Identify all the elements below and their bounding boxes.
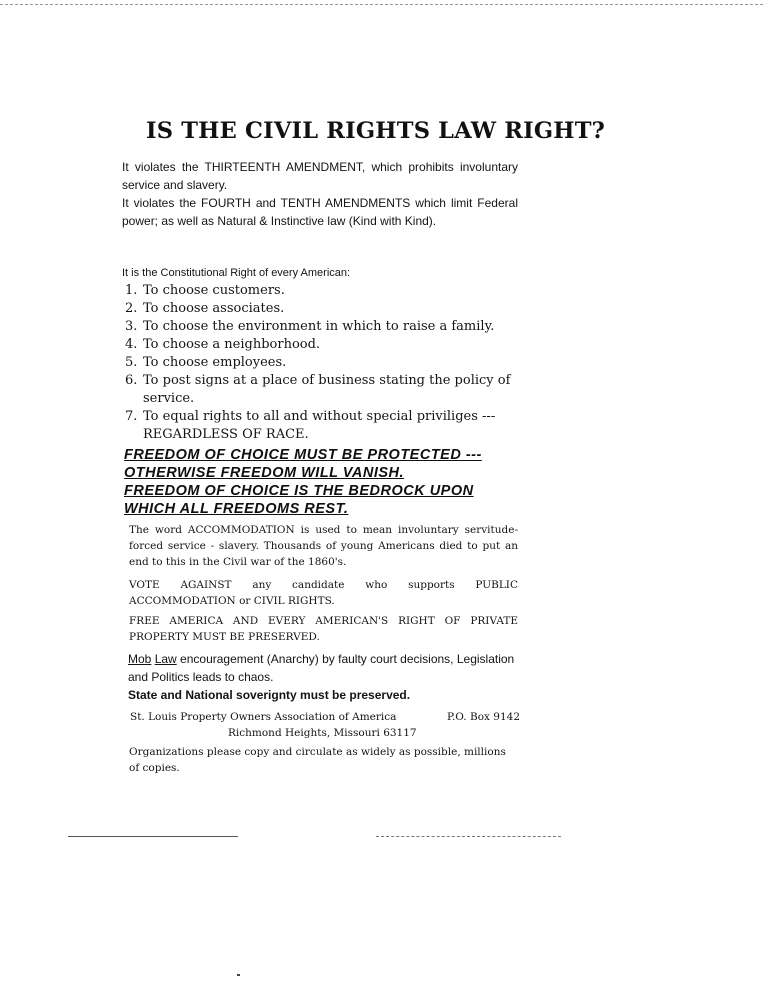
po-box: P.O. Box 9142 [447,711,520,723]
scan-speck [237,974,240,976]
closing-note: Organizations please copy and circulate as widely as possible, millions of copies. [129,746,506,774]
list-number: 1. [125,283,138,298]
list-text: To equal rights to all and without special priviliges --- REGARDLESS OF RACE. [143,409,496,442]
law-word: Law [154,652,177,666]
slogan-line: WHICH ALL FREEDOMS REST. [124,501,349,517]
vote-against-paragraph: VOTE AGAINST any candidate who supports PUBLIC ACCOMMODATION or CIVIL RIGHTS. [129,579,518,607]
rights-list [125,282,521,444]
slogan-line: FREEDOM OF CHOICE MUST BE PROTECTED --- [124,447,482,463]
scan-edge-line [0,4,763,5]
list-item [125,282,521,300]
list-item [125,372,521,408]
signature-block [130,709,520,741]
list-number: 5. [125,355,138,370]
list-item [125,336,521,354]
bottom-rule-left [68,836,238,837]
mob-law-paragraph [128,650,520,704]
list-item [125,318,521,336]
sovereignty-statement: State and National soverignty must be preserved. [128,688,411,702]
bottom-rule-right [376,836,561,837]
intro-fourth-tenth: It violates the FOURTH and TENTH AMENDMENTS which limit Federal power; as well as Natural & Instinctive law (Kind with Kind). [122,196,518,228]
list-text: To choose a neighborhood. [143,337,321,352]
organization-name: St. Louis Property Owners Association of America [130,711,397,723]
list-number: 3. [125,319,138,334]
mob-word: Mob [128,652,152,666]
signature-row [130,709,520,725]
list-text: To choose associates. [143,301,285,316]
list-text: To post signs at a place of business stating the policy of service. [143,373,511,406]
list-text: To choose the environment in which to raise a family. [143,319,495,334]
list-number: 4. [125,337,138,352]
intro-thirteenth: It violates the THIRTEENTH AMENDMENT, which prohibits involuntary service and slavery. [122,160,518,192]
list-item [125,408,521,444]
list-item [125,354,521,372]
list-item [125,300,521,318]
freedom-slogan [124,446,524,518]
accommodation-paragraph: The word ACCOMMODATION is used to mean involuntary servitude-forced service - slavery. Thousands of young Americans died to put an end to this in the Civil war of the 1860's. [129,524,518,568]
mob-law-text [128,650,520,686]
intro-block [122,158,518,230]
list-number: 7. [125,409,138,424]
list-number: 2. [125,301,138,316]
slogan-line: OTHERWISE FREEDOM WILL VANISH. [124,465,405,481]
slogan-line: FREEDOM OF CHOICE IS THE BEDROCK UPON [124,483,474,499]
list-number: 6. [125,373,138,388]
rights-heading: It is the Constitutional Right of every American: [122,267,351,279]
free-america-paragraph: FREE AMERICA AND EVERY AMERICAN'S RIGHT OF PRIVATE PROPERTY MUST BE PRESERVED. [129,615,518,643]
mob-law-rest: encouragement (Anarchy) by faulty court decisions, Legislation and Politics leads to chaos. [128,652,515,684]
list-text: To choose customers. [143,283,285,298]
list-text: To choose employees. [143,355,287,370]
organization-city: Richmond Heights, Missouri 63117 [228,727,417,739]
page-title: IS THE CIVIL RIGHTS LAW RIGHT? [146,118,606,144]
